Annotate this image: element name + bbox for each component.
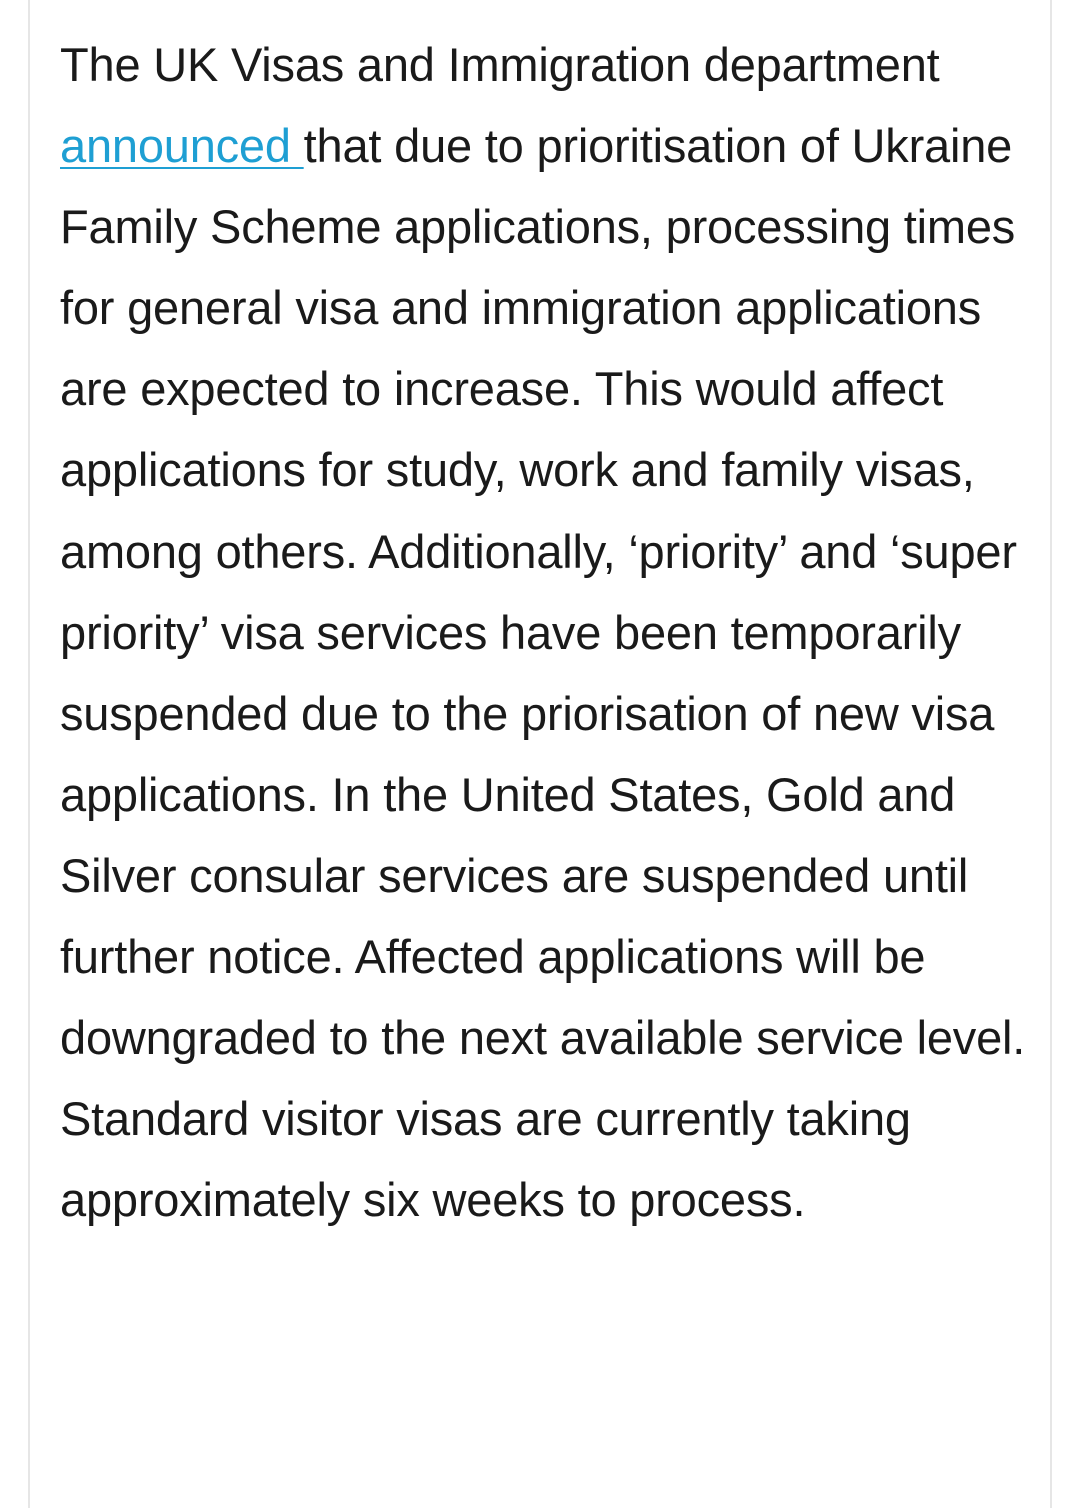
content-border-right: [1050, 0, 1052, 1508]
paragraph-text-after-link: that due to prioritisation of Ukraine Family Scheme applications, processing times for general visa and immigration applications are expected to increase. This would affect applications for study, work and family visas, among others. Additionally, ‘priority’ and ‘super priority’ visa services have been temporarily suspended due to the priorisation of new visa applications. In the United States, Gold and Silver consular services are suspended until further notice. Affected applications will be downgraded to the next available service level. Standard visitor visas are currently taking approximately six weeks to process.: [60, 119, 1026, 1227]
announced-link[interactable]: announced: [60, 119, 304, 173]
article-paragraph: [60, 24, 1040, 1240]
paragraph-text-before-link: The UK Visas and Immigration department: [60, 38, 940, 91]
content-border-left: [28, 0, 30, 1508]
article-body: [60, 24, 1040, 1240]
